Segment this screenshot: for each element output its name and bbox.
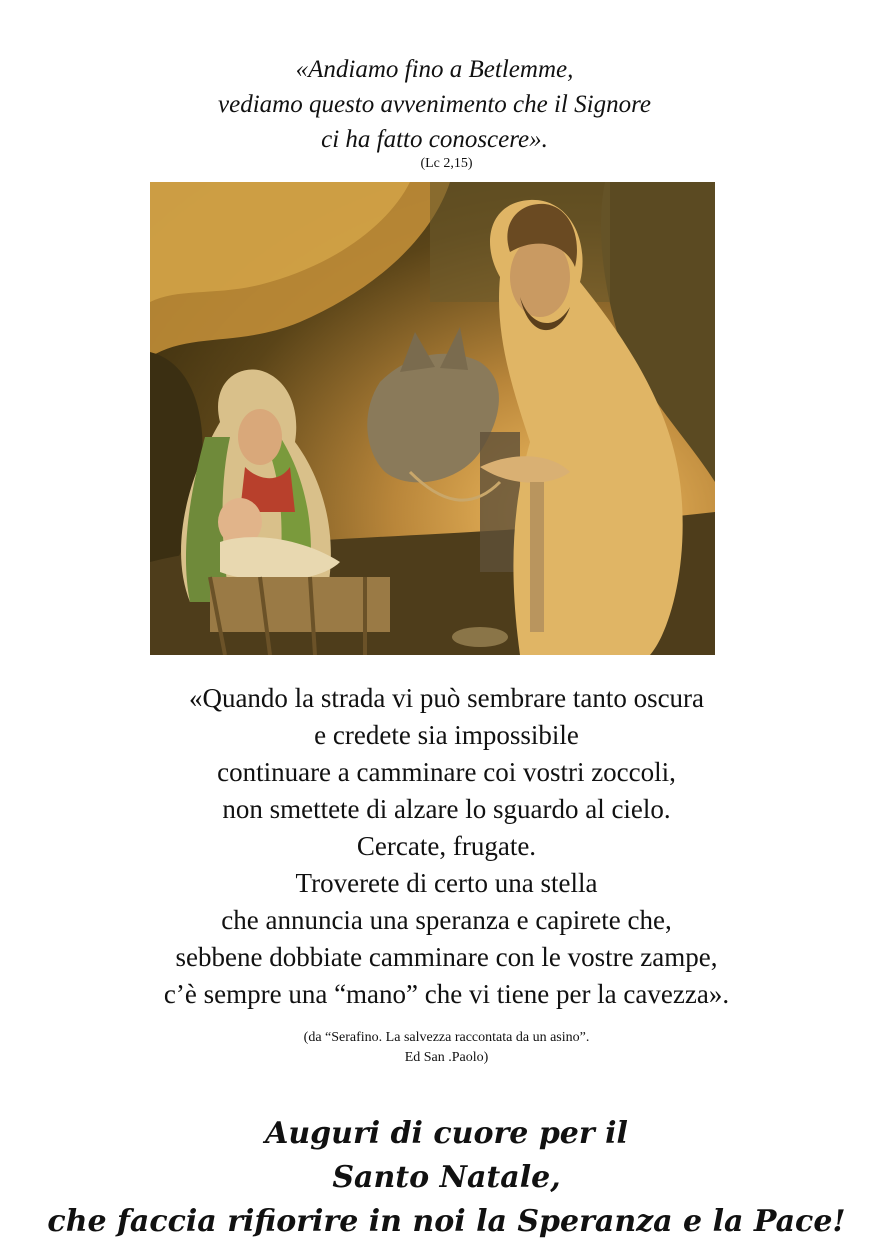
source-line: Ed San .Paolo) [404,1050,489,1065]
quote-line: che annuncia una speranza e capirete che, [221,905,672,935]
quote-line: «Quando la strada vi può sembrare tanto oscura [188,683,705,713]
greeting-line: Santo Natale, [332,1160,561,1195]
source-line: (da “Serafino. La salvezza raccontata da un asino”. [303,1030,590,1045]
bible-verse [0,52,869,157]
quote-source [0,1028,869,1068]
book-quote [0,680,869,1013]
greeting-line: Auguri di cuore per il [265,1116,628,1151]
quote-line: Troverete di certo una stella [295,868,598,898]
quote-line: c’è sempre una “mano” che vi tiene per la cavezza». [163,979,730,1009]
quote-line: sebbene dobbiate camminare con le vostre zampe, [175,942,718,972]
quote-line: continuare a camminare coi vostri zoccoli, [217,757,676,787]
quote-line: e credete sia impossibile [314,720,579,750]
quote-line: non smettete di alzare lo sguardo al cielo. [222,794,671,824]
verse-reference: (Lc 2,15) [420,156,473,171]
quote-line: Cercate, frugate. [356,831,537,861]
greeting-line: che faccia rifiorire in noi la Speranza e la Pace! [47,1204,846,1239]
nativity-scene-illustration [150,182,715,655]
christmas-greeting [0,1112,869,1244]
verse-line: «Andiamo fino a Betlemme, [295,56,574,83]
verse-line: vediamo questo avvenimento che il Signore [218,91,651,118]
nativity-scene-image [150,182,715,655]
verse-line: ci ha fatto conoscere». [321,126,548,153]
